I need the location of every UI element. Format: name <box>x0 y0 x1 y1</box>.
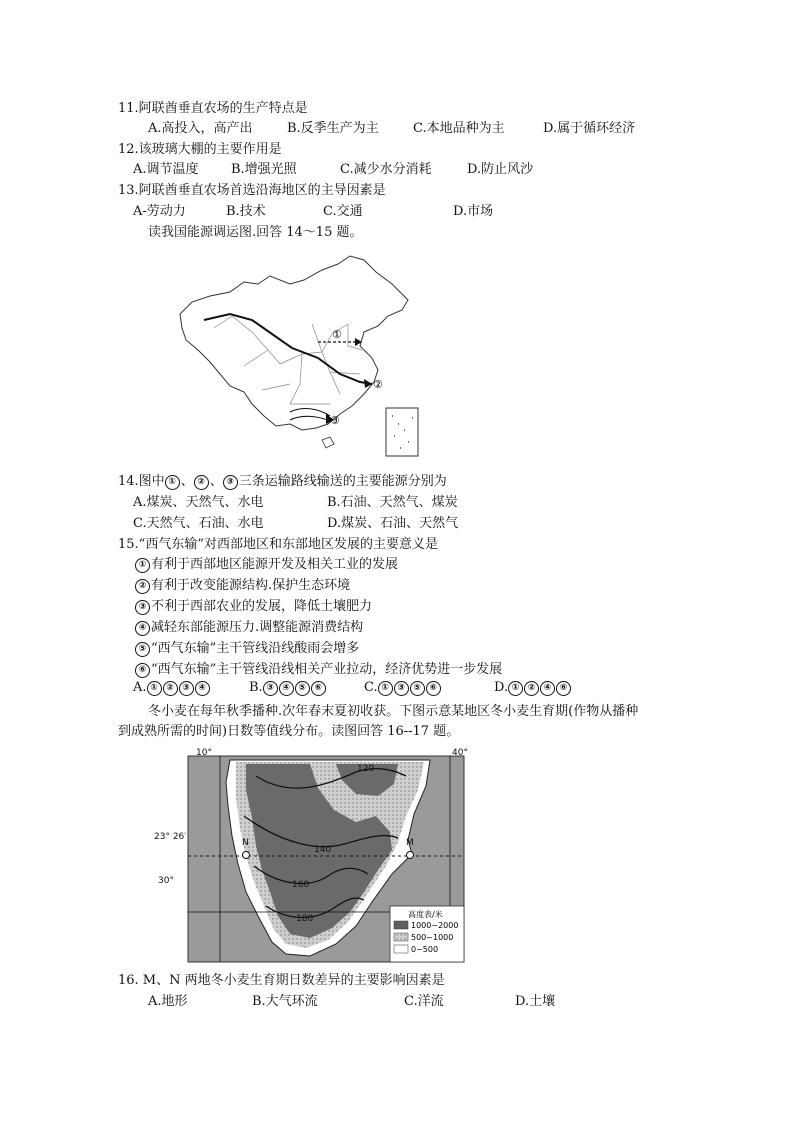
point-label-n: N <box>242 838 249 848</box>
q16-option-c: C.洋流 <box>404 994 444 1009</box>
legend-swatch-low <box>394 945 408 953</box>
q15-option-d-letter: D. <box>494 680 509 695</box>
q13-option-c: C.交通 <box>323 204 363 219</box>
q14-option-c: C.天然气、石油、水电 <box>133 516 264 531</box>
q15-option-b <box>249 679 327 697</box>
q15-option-c <box>364 679 442 697</box>
china-energy-map <box>172 254 422 460</box>
q15-option-d-mark: ⑥ <box>556 681 571 696</box>
q13-option-b: B.技术 <box>226 204 266 219</box>
q15-option-a-mark: ③ <box>179 681 194 696</box>
q15-item-1 <box>135 556 398 574</box>
q13-option-a: A-劳动力 <box>133 204 186 219</box>
q15-option-c-mark: ① <box>378 681 393 696</box>
q15-item-6 <box>135 661 502 679</box>
q15-item-6-text: “西气东输”主干管线沿线相关产业拉动，经济优势进一步发展 <box>151 662 503 677</box>
q12-option-a: A.调节温度 <box>133 162 199 177</box>
q14-option-a: A.煤炭、天然气、水电 <box>133 495 264 510</box>
q11-option-c: C.本地品种为主 <box>413 121 505 136</box>
q15-item-2-text: 有利于改变能源结构.保护生态环境 <box>151 578 351 593</box>
contour-label-160: 160 <box>292 880 310 890</box>
legend-swatch-high <box>394 921 408 929</box>
q14-mark-1: ① <box>165 475 180 490</box>
q15-option-b-mark: ③ <box>263 681 278 696</box>
q14-mark-2: ② <box>194 475 209 490</box>
q15-option-b-mark: ⑥ <box>311 681 326 696</box>
q15-option-b-mark: ④ <box>279 681 294 696</box>
q15-item-4 <box>135 619 363 637</box>
contour-label-140: 140 <box>314 845 332 855</box>
q14-stem-prefix: 14.图中 <box>118 474 165 489</box>
point-n-marker <box>243 852 250 859</box>
q12-option-c: C.减少水分消耗 <box>340 162 432 177</box>
route-label-2: ② <box>373 378 383 391</box>
q15-option-c-mark: ⑥ <box>426 681 441 696</box>
q16-option-a: A.地形 <box>148 994 188 1009</box>
route-label-1: ① <box>332 328 342 341</box>
q15-item-5-mark: ⑤ <box>135 642 150 657</box>
q15-option-b-letter: B. <box>249 680 263 695</box>
legend-label-high: 1000~2000 <box>411 921 459 930</box>
q15-option-c-mark: ⑤ <box>410 681 425 696</box>
point-m-marker <box>407 852 414 859</box>
lon-label-40: 40° <box>452 748 468 758</box>
q15-option-d-mark: ① <box>508 681 523 696</box>
route-label-3: ③ <box>330 414 340 427</box>
q11-option-d: D.属于循环经济 <box>543 121 636 136</box>
lon-label-10: 10° <box>196 748 212 758</box>
legend-title: 高度表/米 <box>408 910 443 919</box>
q15-item-3-mark: ③ <box>135 600 150 615</box>
q14-mark-3: ③ <box>223 475 238 490</box>
hainan-island <box>322 437 334 448</box>
q14-option-d: D.煤炭、石油、天然气 <box>327 516 459 531</box>
intro-14-15: 读我国能源调运图.回答 14～15 题。 <box>148 225 363 240</box>
q15-option-c-mark: ③ <box>394 681 409 696</box>
q15-option-c-letter: C. <box>364 680 378 695</box>
q15-stem: 15.“西气东输”对西部地区和东部地区发展的主要意义是 <box>118 537 438 552</box>
q15-option-b-mark: ⑤ <box>295 681 310 696</box>
q15-item-2-mark: ② <box>135 579 150 594</box>
winter-wheat-map <box>154 746 468 966</box>
q15-item-4-mark: ④ <box>135 621 150 636</box>
contour-label-180: 180 <box>296 914 314 924</box>
q14-stem-suffix: 三条运输路线输送的主要能源分别为 <box>238 474 447 489</box>
q16-stem: 16. M、N 两地冬小麦生育期日数差异的主要影响因素是 <box>118 973 445 988</box>
q15-item-5-text: “西气东输”主干管线沿线酸雨会增多 <box>151 641 360 656</box>
q11-option-a: A.高投入，高产出 <box>148 121 253 136</box>
q15-item-3-text: 不利于西部农业的发展，降低土壤肥力 <box>151 599 373 614</box>
lat-label-30: 30° <box>158 876 174 886</box>
q11-stem: 11.阿联酋垂直农场的生产特点是 <box>118 101 308 116</box>
q15-item-3 <box>135 598 372 616</box>
q13-option-d: D.市场 <box>453 204 494 219</box>
q16-option-b: B.大气环流 <box>252 994 318 1009</box>
q15-option-a-mark: ④ <box>195 681 210 696</box>
q15-option-d-mark: ② <box>524 681 539 696</box>
q15-item-6-mark: ⑥ <box>135 663 150 678</box>
legend-label-mid: 500~1000 <box>411 933 454 942</box>
q15-item-2 <box>135 577 350 595</box>
q15-option-a <box>133 679 211 697</box>
q12-stem: 12.该玻璃大棚的主要作用是 <box>118 142 282 157</box>
legend <box>390 906 464 962</box>
q15-option-d <box>494 679 572 697</box>
point-label-m: M <box>406 838 414 848</box>
q16-option-d: D.土壤 <box>515 994 556 1009</box>
south-china-sea-inset <box>386 408 418 456</box>
q14-stem: 14.图中 ① 、 ② 、 ③ 三条运输路线输送的主要能源分别为 <box>118 474 447 489</box>
q15-item-1-text: 有利于西部地区能源开发及相关工业的发展 <box>151 557 399 572</box>
q12-option-d: D.防止风沙 <box>467 162 534 177</box>
lat-label-tropic: 23° 26′ <box>154 832 187 842</box>
q13-stem: 13.阿联酋垂直农场首选沿海地区的主导因素是 <box>118 183 386 198</box>
q12-option-b: B.增强光照 <box>231 162 297 177</box>
q11-option-b: B.反季生产为主 <box>287 121 379 136</box>
q15-option-a-letter: A. <box>133 680 147 695</box>
q15-item-1-mark: ① <box>135 558 150 573</box>
legend-label-low: 0~500 <box>411 945 439 954</box>
q15-option-a-mark: ① <box>147 681 162 696</box>
legend-swatch-mid <box>394 933 408 941</box>
intro-16-17-line2: 到成熟所需的时间)日数等值线分布。读图回答 16--17 题。 <box>118 724 460 739</box>
q14-option-b: B.石油、天然气、煤炭 <box>327 495 458 510</box>
intro-16-17-line1: 冬小麦在每年秋季播种.次年春末夏初收获。下图示意某地区冬小麦生育期(作物从播种 <box>148 704 639 719</box>
q15-item-4-text: 减轻东部能源压力.调整能源消费结构 <box>151 620 364 635</box>
q15-option-d-mark: ④ <box>540 681 555 696</box>
contour-label-120: 120 <box>357 764 375 774</box>
q15-option-a-mark: ② <box>163 681 178 696</box>
q15-item-5 <box>135 640 359 658</box>
